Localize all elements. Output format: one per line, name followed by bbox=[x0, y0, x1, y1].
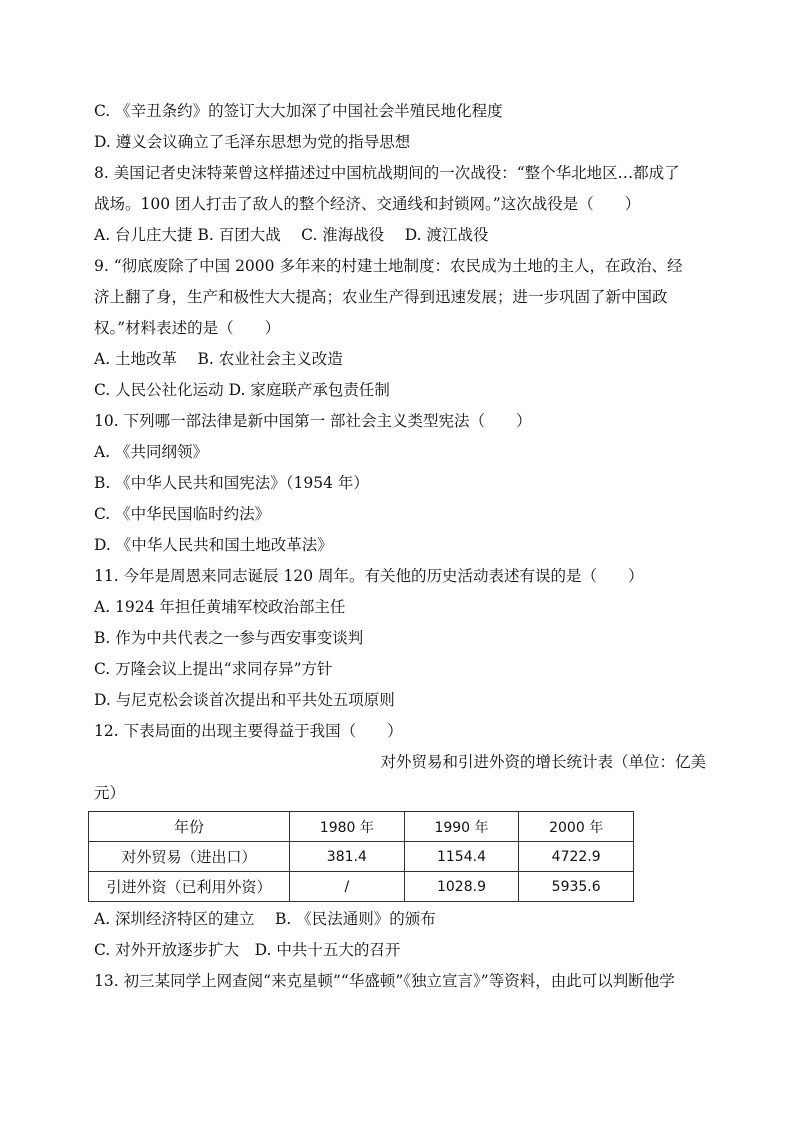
question-9-stem-end: 权。”材料表述的是（ ） bbox=[94, 319, 281, 337]
questions-block-lower bbox=[94, 904, 706, 997]
question-10-option-b: B. 《中华人民共和国宪法》（1954 年） bbox=[94, 474, 369, 492]
table-cell: 4722.9 bbox=[519, 842, 634, 872]
table-caption-cont: 元） bbox=[94, 784, 126, 802]
question-10-stem: 10. 下列哪一部法律是新中国第一 部社会主义类型宪法（ ） bbox=[94, 412, 532, 430]
question-11-option-a: A. 1924 年担任黄埔军校政治部主任 bbox=[94, 598, 346, 616]
table-cell: 1028.9 bbox=[404, 872, 519, 902]
question-10-option-a: A. 《共同纲领》 bbox=[94, 443, 209, 461]
table-cell: / bbox=[290, 872, 405, 902]
table-caption: 对外贸易和引进外资的增长统计表（单位：亿美 bbox=[380, 753, 706, 771]
question-10-option-d: D. 《中华人民共和国土地改革法》 bbox=[94, 536, 333, 554]
question-11-option-b: B. 作为中共代表之一参与西安事变谈判 bbox=[94, 629, 364, 647]
table-cell: 5935.6 bbox=[519, 872, 634, 902]
option-line: D. 遵义会议确立了毛泽东思想为党的指导思想 bbox=[94, 133, 411, 151]
table-row-label: 引进外资（已利用外资） bbox=[89, 872, 290, 902]
option-line: C. 《辛丑条约》的签订大大加深了中国社会半殖民地化程度 bbox=[94, 102, 503, 120]
question-9-stem-cont: 济上翻了身，生产和极性大大提高；农业生产得到迅速发展；进一步巩固了新中国政 bbox=[94, 288, 668, 306]
table-header-row bbox=[89, 812, 634, 842]
table-header-cell: 1990 年 bbox=[404, 812, 519, 842]
trade-statistics-table bbox=[88, 811, 634, 902]
exam-page bbox=[94, 96, 706, 997]
question-9-stem: 9. “彻底废除了中国 2000 多年来的村建土地制度：农民成为土地的主人，在政治、经 bbox=[94, 257, 683, 275]
question-9-options-ab: A. 土地改革 B. 农业社会主义改造 bbox=[94, 350, 343, 368]
table-header-cell: 年份 bbox=[89, 812, 290, 842]
table-cell: 1154.4 bbox=[404, 842, 519, 872]
question-12-options-cd: C. 对外开放逐步扩大 D. 中共十五大的召开 bbox=[94, 941, 401, 959]
question-10-option-c: C. 《中华民国临时约法》 bbox=[94, 505, 271, 523]
table-row bbox=[89, 842, 634, 872]
question-8-stem: 8. 美国记者史沫特莱曾这样描述过中国杭战期间的一次战役：“整个华北地区…都成了 bbox=[94, 164, 680, 182]
question-11-option-c: C. 万隆会议上提出“求同存异”方针 bbox=[94, 660, 333, 678]
table-row bbox=[89, 872, 634, 902]
question-8-options: A. 台儿庄大捷 B. 百团大战 C. 淮海战役 D. 渡江战役 bbox=[94, 226, 489, 244]
question-9-options-cd: C. 人民公社化运动 D. 家庭联产承包责任制 bbox=[94, 381, 390, 399]
question-8-stem-cont: 战场。100 团人打击了敌人的整个经济、交通线和封锁网。”这次战役是（ ） bbox=[94, 195, 641, 213]
table-header-cell: 2000 年 bbox=[519, 812, 634, 842]
question-11-stem: 11. 今年是周恩来同志诞辰 120 周年。有关他的历史活动表述有误的是（ ） bbox=[94, 567, 644, 585]
table-header-cell: 1980 年 bbox=[290, 812, 405, 842]
question-12-options-ab: A. 深圳经济特区的建立 B. 《民法通则》的颁布 bbox=[94, 910, 436, 928]
question-12-stem: 12. 下表局面的出现主要得益于我国（ ） bbox=[94, 722, 403, 740]
table-cell: 381.4 bbox=[290, 842, 405, 872]
questions-block-upper bbox=[94, 96, 706, 747]
question-13-stem: 13. 初三某同学上网查阅“来克星顿”“华盛顿”《独立宣言》”等资料，由此可以判断他学 bbox=[94, 972, 675, 990]
table-row-label: 对外贸易（进出口） bbox=[89, 842, 290, 872]
question-11-option-d: D. 与尼克松会谈首次提出和平共处五项原则 bbox=[94, 691, 395, 709]
